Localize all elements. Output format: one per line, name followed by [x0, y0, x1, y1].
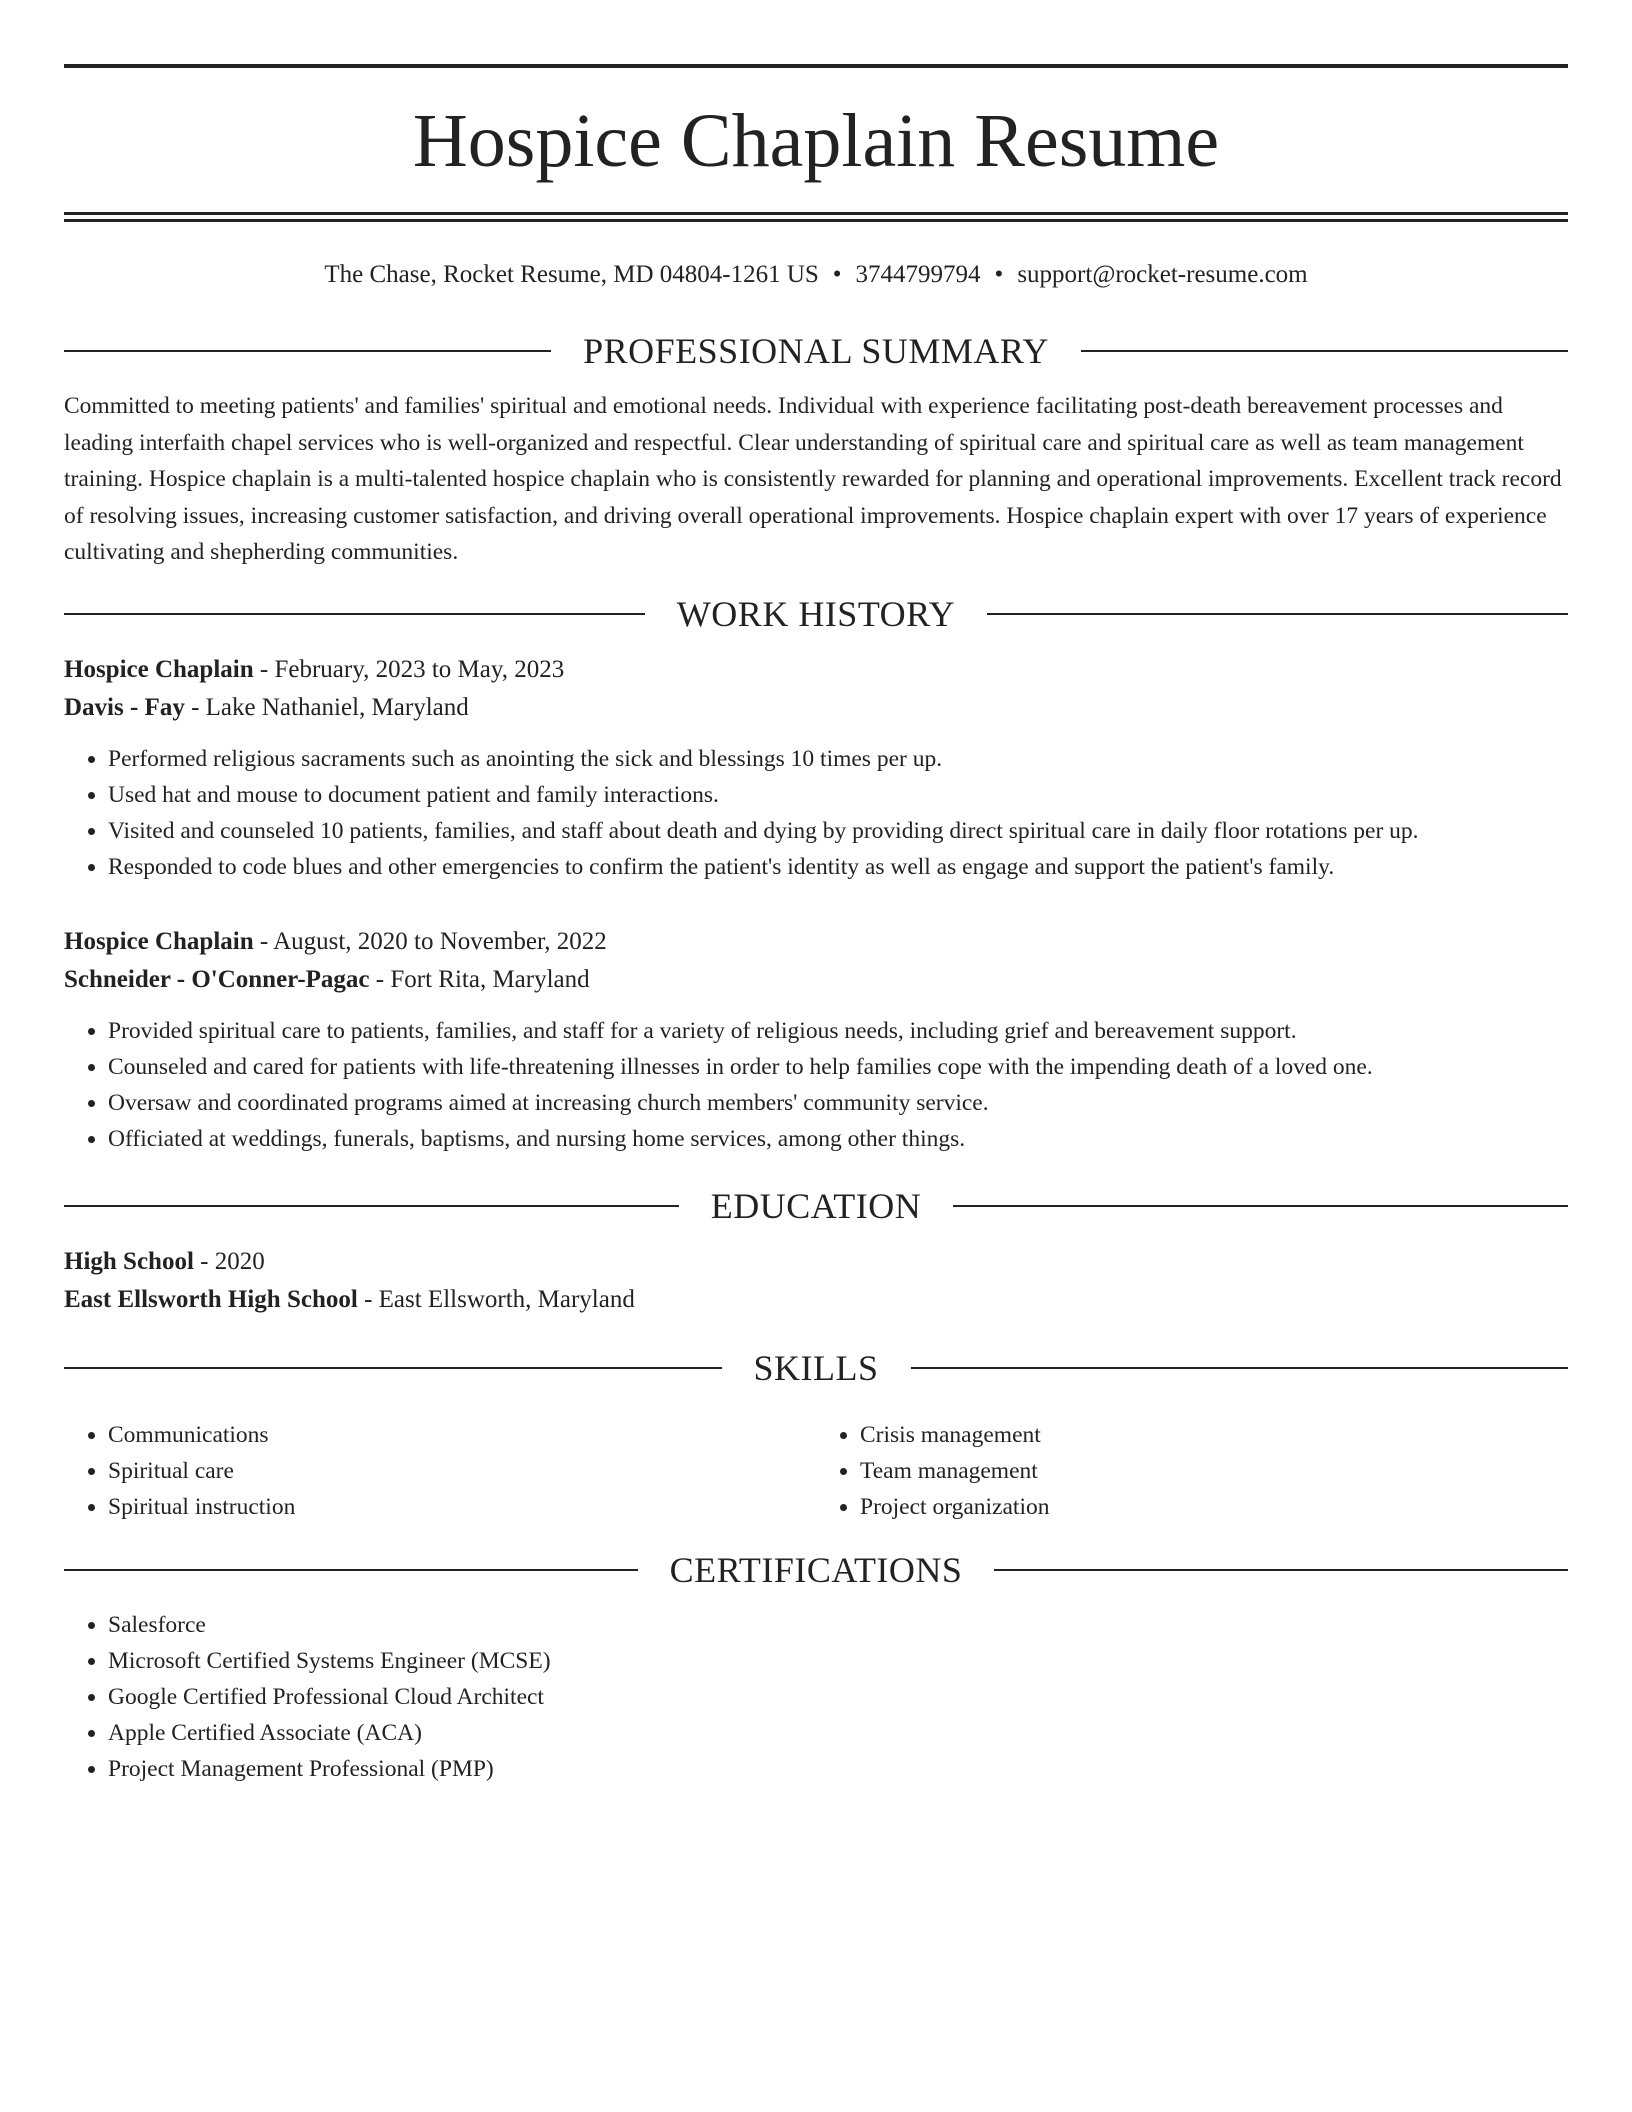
contact-address: The Chase, Rocket Resume, MD 04804-1261 US: [324, 261, 819, 288]
summary-heading-label: PROFESSIONAL SUMMARY: [583, 331, 1049, 371]
heading-rule-left: [64, 613, 645, 615]
job-title: Hospice Chaplain: [64, 927, 254, 955]
summary-text: Committed to meeting patients' and families' spiritual and emotional needs. Individual with experience facilitating post-death bereavement processes and leading interfaith chapel services who is well-organized and respectful. Clear understanding of spiritual care and spiritual care as well as team management training. Hospice chaplain is a multi-talented hospice chaplain who is consistently rewarded for planning and operational improvements. Excellent track record of resolving issues, increasing customer satisfaction, and driving overall operational improvements. Hospice chaplain expert with over 17 years of experience cultivating and shepherding communities.: [64, 393, 1562, 565]
top-rule: [64, 64, 1568, 68]
job-company-line: [64, 961, 1568, 999]
job-duty: • Responded to code blues and other emergencies to confirm the patient's identity as well as engage and support the patient's family.: [108, 849, 1568, 885]
education-year: - 2020: [193, 1247, 265, 1275]
work-history-heading: [64, 591, 1568, 637]
work-history-heading-label: WORK HISTORY: [676, 593, 956, 634]
job-title-line: [64, 651, 1568, 689]
skills-list-left: [64, 1417, 816, 1525]
summary-heading: [64, 328, 1568, 374]
certification-item: • Apple Certified Associate (ACA): [108, 1715, 1568, 1751]
education-degree: High School: [64, 1247, 194, 1275]
job-company-line: [64, 689, 1568, 727]
skill-item: • Team management: [860, 1453, 1568, 1489]
education-school-line: [64, 1281, 1568, 1319]
job-title: Hospice Chaplain: [64, 655, 254, 683]
heading-rule-right: [994, 1569, 1568, 1571]
job-dates: - August, 2020 to November, 2022: [253, 927, 607, 955]
job-company: Schneider - O'Conner-Pagac: [64, 965, 370, 993]
skill-item: • Project organization: [860, 1489, 1568, 1525]
job-company: Davis - Fay: [64, 693, 185, 721]
skill-item: • Crisis management: [860, 1417, 1568, 1453]
skill-item: • Spiritual instruction: [108, 1489, 816, 1525]
education-heading: [64, 1183, 1568, 1229]
skills-heading: [64, 1345, 1568, 1391]
certifications-list: [64, 1607, 1568, 1787]
job-duty: • Oversaw and coordinated programs aimed at increasing church members' community service.: [108, 1085, 1568, 1121]
skills-grid: [64, 1405, 1568, 1525]
job-duty: • Officiated at weddings, funerals, baptisms, and nursing home services, among other things.: [108, 1121, 1568, 1157]
skills-heading-label: SKILLS: [753, 1347, 879, 1388]
heading-rule-right: [953, 1205, 1568, 1207]
education-entry: [64, 1243, 1568, 1319]
contact-phone: 3744799794: [855, 261, 981, 288]
skill-item: • Communications: [108, 1417, 816, 1453]
education-location: - East Ellsworth, Maryland: [357, 1285, 635, 1313]
heading-rule-right: [987, 613, 1568, 615]
job-title-line: [64, 923, 1568, 961]
certification-item: • Google Certified Professional Cloud Architect: [108, 1679, 1568, 1715]
job-dates: - February, 2023 to May, 2023: [253, 655, 565, 683]
job-duty: • Provided spiritual care to patients, families, and staff for a variety of religious needs, including grief and bereavement support.: [108, 1013, 1568, 1049]
certification-item: • Microsoft Certified Systems Engineer (MCSE): [108, 1643, 1568, 1679]
certifications-heading-label: CERTIFICATIONS: [669, 1549, 963, 1590]
job-entry: [64, 923, 1568, 1157]
certification-item: • Project Management Professional (PMP): [108, 1751, 1568, 1787]
job-duty: • Used hat and mouse to document patient and family interactions.: [108, 777, 1568, 813]
heading-rule-right: [1081, 350, 1568, 352]
education-school: East Ellsworth High School: [64, 1285, 358, 1313]
contact-email: support@rocket-resume.com: [1017, 261, 1308, 288]
job-duty: • Counseled and cared for patients with life-threatening illnesses in order to help families cope with the impending death of a loved one.: [108, 1049, 1568, 1085]
heading-rule-left: [64, 350, 551, 352]
skill-item: • Spiritual care: [108, 1453, 816, 1489]
job-duties-list: [64, 1013, 1568, 1157]
certifications-heading: [64, 1547, 1568, 1593]
heading-rule-right: [911, 1367, 1569, 1369]
heading-rule-left: [64, 1569, 638, 1571]
contact-separator: •: [994, 261, 1004, 288]
education-degree-line: [64, 1243, 1568, 1281]
resume-title: Hospice Chaplain Resume: [412, 99, 1220, 183]
title-double-rule: [64, 212, 1568, 222]
heading-rule-left: [64, 1205, 679, 1207]
job-location: - Fort Rita, Maryland: [369, 965, 590, 993]
heading-rule-left: [64, 1367, 722, 1369]
job-location: - Lake Nathaniel, Maryland: [184, 693, 469, 721]
job-entry: [64, 651, 1568, 885]
job-duty: • Visited and counseled 10 patients, families, and staff about death and dying by providing direct spiritual care in daily floor rotations per up.: [108, 813, 1568, 849]
skills-list-right: [816, 1417, 1568, 1525]
contact-separator: •: [832, 261, 842, 288]
job-duties-list: [64, 741, 1568, 885]
job-duty: • Performed religious sacraments such as anointing the sick and blessings 10 times per up.: [108, 741, 1568, 777]
education-heading-label: EDUCATION: [710, 1185, 922, 1226]
contact-line: [64, 258, 1568, 292]
certification-item: • Salesforce: [108, 1607, 1568, 1643]
resume-page: [64, 64, 1568, 1787]
